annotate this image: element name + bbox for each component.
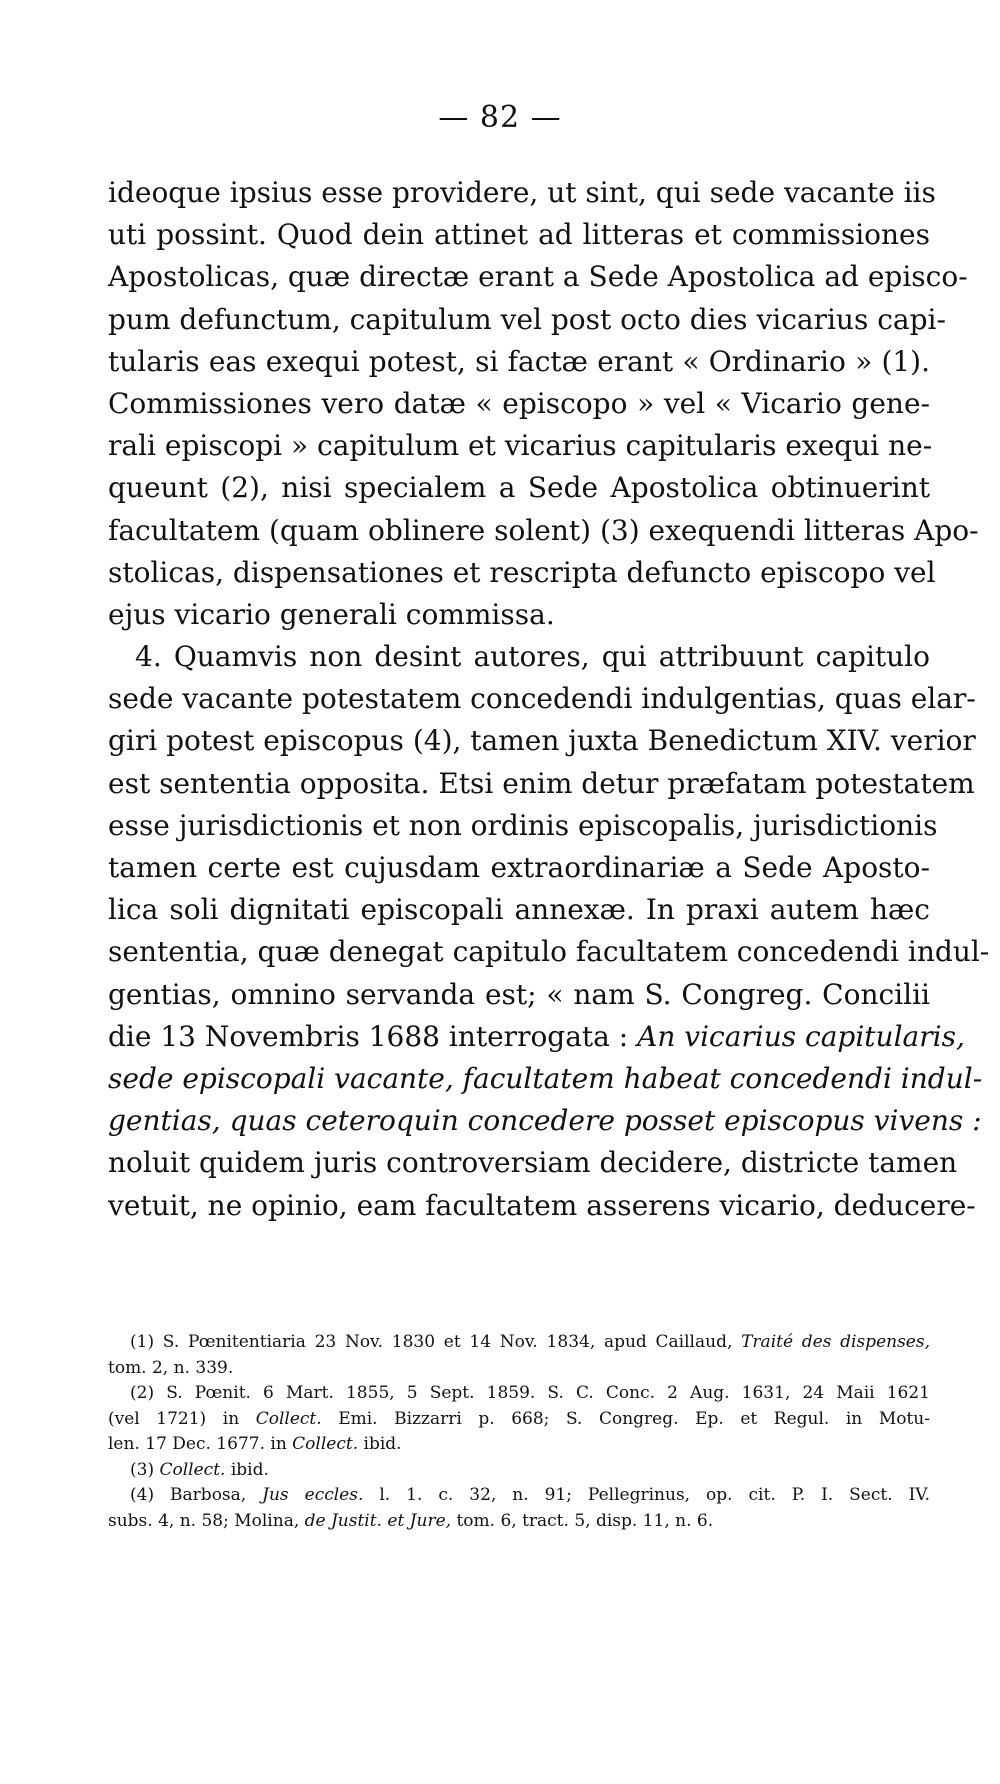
italic-segment: sede episcopali vacante, facultatem habeat concedendi indul- <box>108 1061 983 1095</box>
footnote-text: l. 1. c. 32, n. 91; Pellegrinus, op. cit. P. I. Sect. IV. <box>379 1485 931 1505</box>
footnote-text: tom. 6, tract. 5, disp. 11, n. 6. <box>456 1510 714 1531</box>
text-line: sententia, quæ denegat capitulo facultatem concedendi indul- <box>108 935 990 969</box>
text-line: est sententia opposita. Etsi enim detur præfatam potestatem <box>108 766 975 800</box>
text-line: esse jurisdictionis et non ordinis episcopalis, jurisdictionis <box>108 808 938 842</box>
text-line: facultatem (quam oblinere solent) (3) exequendi litteras Apo- <box>108 513 979 547</box>
footnote-2: (2) S. Pœnit. 6 Mart. 1855, 5 Sept. 1859. S. C. Conc. 2 Aug. 1631, 24 Maii 1621 <box>130 1383 930 1403</box>
text-line: sede vacante potestatem concedendi indulgentias, quas elar- <box>108 682 976 716</box>
main-text <box>108 172 990 1227</box>
text-line: uti possint. Quod dein attinet ad litteras et commissiones <box>108 218 930 252</box>
footnote-1-continued: tom. 2, n. 339. <box>108 1357 234 1378</box>
footnotes <box>108 1330 930 1534</box>
footnote-text: subs. 4, n. 58; Molina, <box>108 1510 300 1531</box>
text-segment: die 13 Novembris 1688 interrogata : <box>108 1019 629 1053</box>
footnote-text: ibid. <box>230 1459 269 1480</box>
text-line: queunt (2), nisi specialem a Sede Apostolica obtinuerint <box>108 471 930 505</box>
page-number: — 82 — <box>438 100 562 135</box>
footnote-text: (3) <box>130 1459 155 1480</box>
text-line: lica soli dignitati episcopali annexæ. In praxi autem hæc <box>108 893 930 927</box>
footnote-2-continued <box>108 1432 930 1458</box>
footnote-italic: de Justit. et Jure, <box>304 1510 452 1531</box>
text-line: vetuit, ne opinio, eam facultatem asserens vicario, deducere- <box>108 1188 976 1222</box>
footnote-1 <box>108 1330 930 1356</box>
footnote-4 <box>108 1483 930 1509</box>
paragraph-start-line: 4. Quamvis non desint autores, qui attribuunt capitulo <box>135 640 930 674</box>
text-line: tularis eas exequi potest, si factæ erant « Ordinario » (1). <box>108 344 930 378</box>
footnote-text: (4) Barbosa, <box>130 1485 247 1505</box>
text-line: giri potest episcopus (4), tamen juxta Benedictum XIV. verior <box>108 724 976 758</box>
footnote-italic: Traité des dispenses, <box>741 1332 930 1352</box>
footnote-italic: Collect. <box>292 1434 359 1454</box>
italic-text-line <box>108 1100 982 1142</box>
text-line: pum defunctum, capitulum vel post octo dies vicarius capi- <box>108 302 946 336</box>
italic-segment: An vicarius capitularis, <box>637 1019 965 1053</box>
text-line: ideoque ipsius esse providere, ut sint, qui sede vacante iis <box>108 176 936 209</box>
footnote-3 <box>108 1458 930 1484</box>
text-line: Apostolicas, quæ directæ erant a Sede Apostolica ad episco- <box>108 260 968 294</box>
footnote-text: (1) S. Pœnitentiaria 23 Nov. 1830 et 14 Nov. 1834, apud Caillaud, <box>130 1332 733 1352</box>
text-line-mixed <box>108 1016 965 1058</box>
text-line: stolicas, dispensationes et rescripta defuncto episcopo vel <box>108 555 936 589</box>
footnote-4-continued <box>108 1509 930 1535</box>
text-line: tamen certe est cujusdam extraordinariæ a Sede Aposto- <box>108 851 930 884</box>
footnote-text: Emi. Bizzarri p. 668; S. Congreg. Ep. et Regul. in Motu- <box>338 1408 930 1429</box>
footnote-2-continued <box>108 1407 930 1433</box>
footnote-italic: Collect. <box>159 1459 226 1480</box>
text-line: rali episcopi » capitulum et vicarius capitularis exequi ne- <box>108 429 933 463</box>
footnote-text: ibid. <box>363 1434 402 1454</box>
footnote-text: len. 17 Dec. 1677. in <box>108 1434 287 1454</box>
text-line: Commissiones vero datæ « episcopo » vel « Vicario gene- <box>108 386 930 420</box>
italic-segment: gentias, quas ceteroquin concedere posset episcopus vivens : <box>108 1104 982 1138</box>
footnote-italic: Jus eccles. <box>262 1485 364 1505</box>
footnote-italic: Collect. <box>255 1408 322 1429</box>
text-line: noluit quidem juris controversiam decidere, districte tamen <box>108 1146 958 1180</box>
footnote-text: (vel 1721) in <box>108 1408 240 1429</box>
italic-text-line <box>108 1058 983 1100</box>
text-line: ejus vicario generali commissa. <box>108 597 555 631</box>
text-line: gentias, omnino servanda est; « nam S. Congreg. Concilii <box>108 977 930 1011</box>
